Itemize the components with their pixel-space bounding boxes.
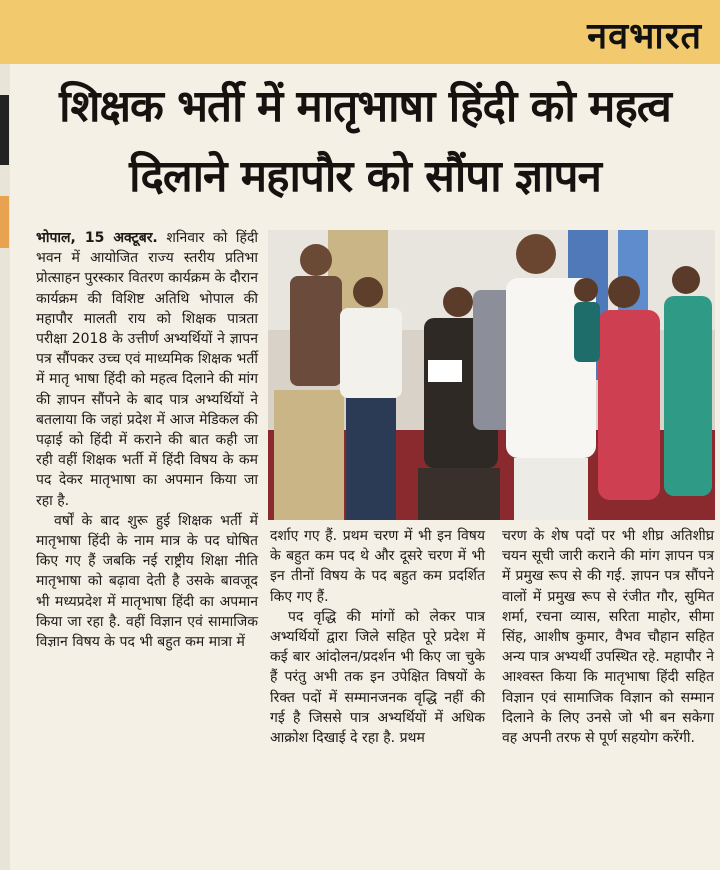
article-column-3	[502, 526, 714, 748]
article-paragraph: चरण के शेष पदों पर भी शीघ्र अतिशीघ्र चयन सूची जारी कराने की मांग ज्ञापन पत्र में प्रमुख रूप से की गई. ज्ञापन पत्र सौंपने वालों में प्रमुख रूप से रंजीत गौर, सुमित शर्मा, रचना व्यास, सरिता माहोर, सीमा सिंह, आशीष कुमार, वैभव चौहान सहित अन्य पात्र अभ्यर्थी उपस्थित रहे. महापौर ने आश्वस्त किया कि मातृभाषा हिंदी सहित विज्ञान एवं सामाजिक विज्ञान को सम्मान दिलाने के लिए उनसे जो भी बन सकेगा वह अपनी तरफ से पूर्ण सहयोग करेंगी.	[502, 528, 714, 747]
dateline: भोपाल, 15 अक्टूबर.	[36, 230, 158, 246]
article-column-1	[36, 228, 258, 652]
article-paragraph	[36, 228, 258, 511]
news-photo	[268, 230, 715, 520]
adjacent-column-accent	[0, 196, 9, 248]
headline-line-2: दिलाने महापौर को सौंपा ज्ञापन	[129, 151, 601, 202]
newspaper-masthead: नवभारत	[587, 16, 702, 57]
article-paragraph: दर्शाए गए हैं. प्रथम चरण में भी इन विषय के बहुत कम पद थे और दूसरे चरण में भी इन तीनों विषय के पद बहुत कम प्रदर्शित किए गए हैं.	[270, 528, 485, 605]
adjacent-column-strip	[0, 64, 10, 870]
headline-line-1: शिक्षक भर्ती में मातृभाषा हिंदी को महत्व	[59, 81, 671, 132]
adjacent-column-bar	[0, 95, 9, 165]
article-paragraph: वर्षों के बाद शुरू हुई शिक्षक भर्ती में मातृभाषा हिंदी के नाम मात्र के पद घोषित किए गए हैं जबकि नई राष्ट्रीय शिक्षा नीति मातृभाषा को बढ़ावा देती है उसके बावजूद भी मध्यप्रदेश में मातृभाषा हिंदी का अपमान किया जा रहा है. वहीं विज्ञान एवं सामाजिक विज्ञान विषय के पद भी बहुत कम मात्रा में	[36, 512, 258, 651]
headline	[20, 72, 710, 212]
photo-illustration	[268, 230, 715, 520]
article-column-2	[270, 526, 485, 748]
article-paragraph: पद वृद्धि की मांगों को लेकर पात्र अभ्यर्थियों द्वारा जिले सहित पूरे प्रदेश में कई बार आंदोलन/प्रदर्शन भी किए जा चुके हैं परंतु अभी तक इन उपेक्षित विषयों के रिक्त पदों में सम्मानजनक वृद्धि नहीं की गई है जिससे पात्र अभ्यर्थियों में अधिक आक्रोश दिखाई दे रहा है. प्रथम	[270, 608, 485, 747]
article-text: शनिवार को हिंदी भवन में आयोजित राज्य स्तरीय प्रतिभा प्रोत्साहन पुरस्कार वितरण कार्यक्रम के दौरान कार्यक्रम की विशिष्ट अतिथि भोपाल की महापौर मालती राय को शिक्षक पात्रता परीक्षा 2018 के उत्तीर्ण अभ्यर्थियों ने ज्ञापन पत्र सौंपकर उच्च एवं माध्यमिक शिक्षक भर्ती में मातृ भाषा हिंदी को महत्व दिलाने की मांग की ज्ञापन सौंपने के बाद पात्र अभ्यर्थियों ने बतलाया कि जहां प्रदेश में आज मेडिकल की पढ़ाई को हिंदी में कराने की बात कही जा रही वहीं शिक्षक भर्ती में हिंदी विषय के कम पद देकर मातृभाषा का अपमान किया जा रहा है.	[36, 230, 259, 509]
